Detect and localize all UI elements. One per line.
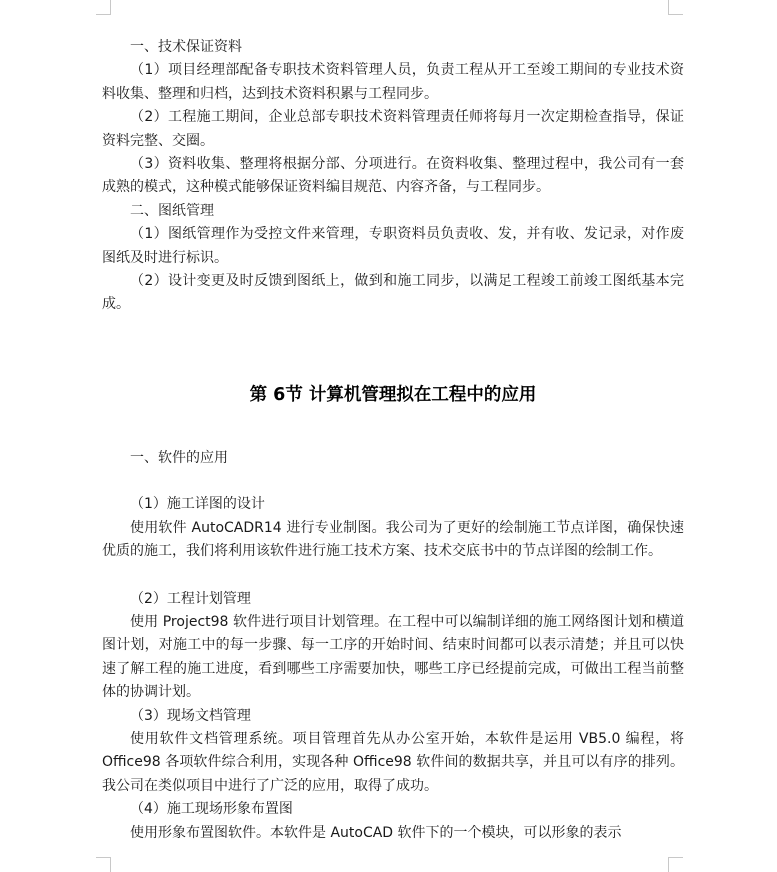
document-body — [102, 36, 684, 845]
paragraph: （3）资料收集、整理将根据分部、分项进行。在资料收集、整理过程中，我公司有一套成熟的模式，这种模式能够保证资料编目规范、内容齐备，与工程同步。 — [102, 156, 684, 196]
chapter-title: 第 6节 计算机管理拟在工程中的应用 — [249, 384, 537, 405]
paragraph: 使用形象布置图软件。本软件是 AutoCAD 软件下的一个模块，可以形象的表示 — [130, 824, 622, 841]
paragraph: （2）工程施工期间，企业总部专职技术资料管理责任师将每月一次定期检查指导，保证资料完整、交圈。 — [102, 109, 684, 149]
margin-corner-mark — [96, 0, 111, 15]
subsection-heading: （2）工程计划管理 — [130, 590, 251, 607]
margin-corner-mark — [668, 857, 683, 872]
subsection-heading: （4）施工现场形象布置图 — [130, 801, 293, 818]
section-heading: 二、图纸管理 — [130, 202, 214, 219]
margin-corner-mark — [668, 0, 683, 15]
section-heading: 一、技术保证资料 — [130, 39, 242, 55]
subsection-heading: （3）现场文档管理 — [130, 707, 251, 724]
subsection-heading: （1）施工详图的设计 — [130, 496, 265, 513]
paragraph: （1）图纸管理作为受控文件来管理，专职资料员负责收、发，并有收、发记录，对作废图纸及时进行标识。 — [102, 226, 684, 266]
paragraph: 使用软件 AutoCADR14 进行专业制图。我公司为了更好的绘制施工节点详图，确保快速优质的施工，我们将利用该软件进行施工技术方案、技术交底书中的节点详图的绘制工作。 — [102, 519, 684, 560]
paragraph: （2）设计变更及时反馈到图纸上，做到和施工同步，以满足工程竣工前竣工图纸基本完成。 — [102, 273, 684, 313]
paragraph: 使用软件文档管理系统。项目管理首先从办公室开始，本软件是运用 VB5.0 编程，将 Office98 各项软件综合利用，实现各种 Office98 软件间的数据共享，并且可以有序的排列。我公司在类似项目中进行了广泛的应用，取得了成功。 — [102, 730, 684, 794]
paragraph: （1）项目经理部配备专职技术资料管理人员，负责工程从开工至竣工期间的专业技术资料收集、整理和归档，达到技术资料积累与工程同步。 — [102, 62, 684, 102]
paragraph: 使用 Project98 软件进行项目计划管理。在工程中可以编制详细的施工网络图计划和横道图计划，对施工中的每一步骤、每一工序的开始时间、结束时间都可以表示清楚；并且可以快速了解工程的施工进度，看到哪些工序需要加快，哪些工序已经提前完成，可做出工程当前整体的协调计划。 — [102, 613, 684, 701]
section-heading: 一、软件的应用 — [130, 449, 228, 466]
margin-corner-mark — [96, 857, 111, 872]
